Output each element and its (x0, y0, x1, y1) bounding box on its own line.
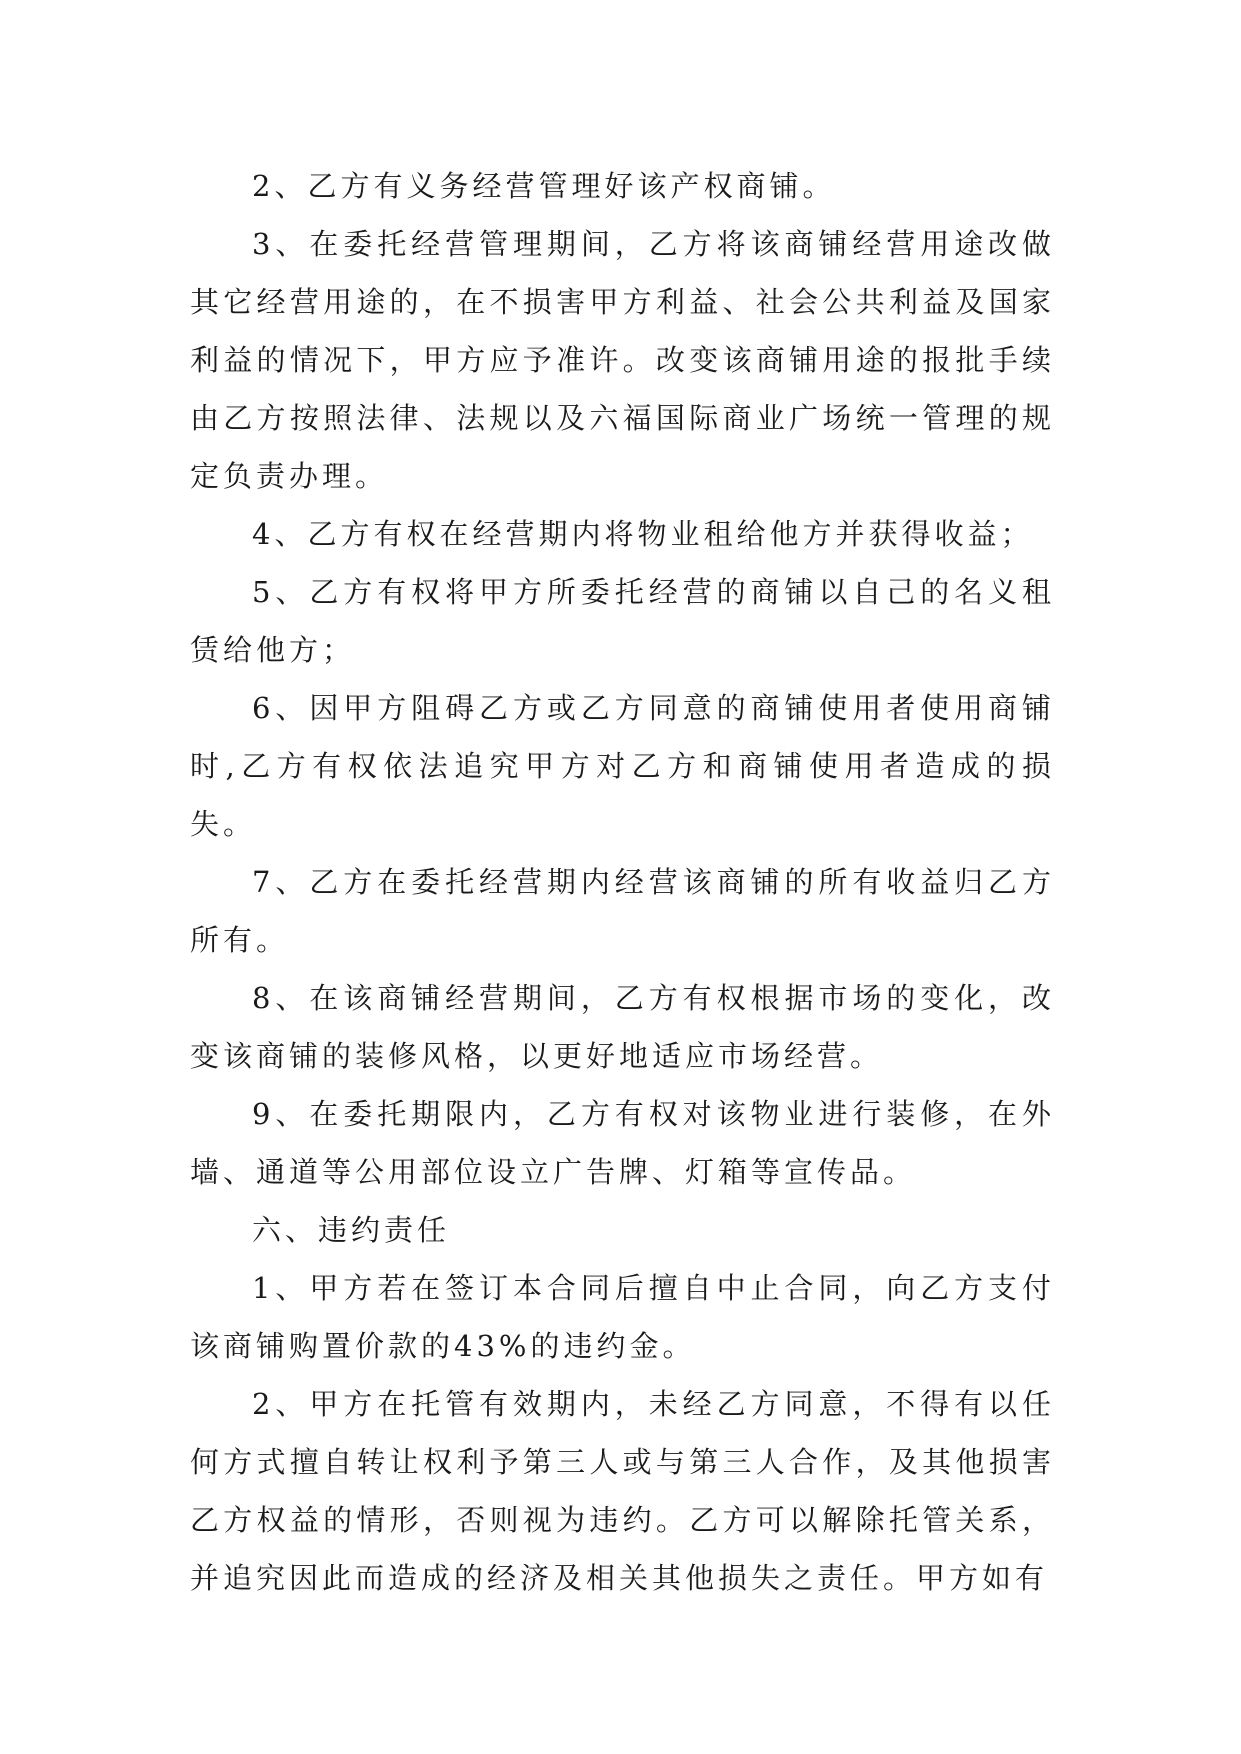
paragraph-breach-1: 1、甲方若在签订本合同后擅自中止合同，向乙方支付该商铺购置价款的43%的违约金。 (190, 1271, 1055, 1363)
paragraph-clause-9: 9、在委托期限内，乙方有权对该物业进行装修，在外墙、通道等公用部位设立广告牌、灯箱等宣传品。 (190, 1097, 1055, 1189)
paragraph-clause-6: 6、因甲方阻碍乙方或乙方同意的商铺使用者使用商铺时,乙方有权依法追究甲方对乙方和商铺使用者造成的损失。 (190, 691, 1055, 841)
paragraph-clause-7: 7、乙方在委托经营期内经营该商铺的所有收益归乙方所有。 (190, 865, 1055, 957)
paragraph-clause-4: 4、乙方有权在经营期内将物业租给他方并获得收益； (252, 517, 1034, 551)
paragraph-clause-3: 3、在委托经营管理期间，乙方将该商铺经营用途改做其它经营用途的，在不损害甲方利益、社会公共利益及国家利益的情况下，甲方应予准许。改变该商铺用途的报批手续由乙方按照法律、法规以及六福国际商业广场统一管理的规定负责办理。 (190, 227, 1055, 493)
paragraph-clause-8: 8、在该商铺经营期间，乙方有权根据市场的变化，改变该商铺的装修风格，以更好地适应市场经营。 (190, 981, 1055, 1073)
section-heading-breach-liability: 六、违约责任 (252, 1213, 451, 1247)
document-body (190, 157, 1055, 1607)
paragraph-clause-2: 2、乙方有义务经营管理好该产权商铺。 (252, 169, 836, 203)
paragraph-breach-2: 2、甲方在托管有效期内，未经乙方同意，不得有以任何方式擅自转让权利予第三人或与第三人合作，及其他损害乙方权益的情形，否则视为违约。乙方可以解除托管关系，并追究因此而造成的经济及相关其他损失之责任。甲方如有 (190, 1387, 1055, 1595)
paragraph-clause-5: 5、乙方有权将甲方所委托经营的商铺以自己的名义租赁给他方； (190, 575, 1055, 667)
